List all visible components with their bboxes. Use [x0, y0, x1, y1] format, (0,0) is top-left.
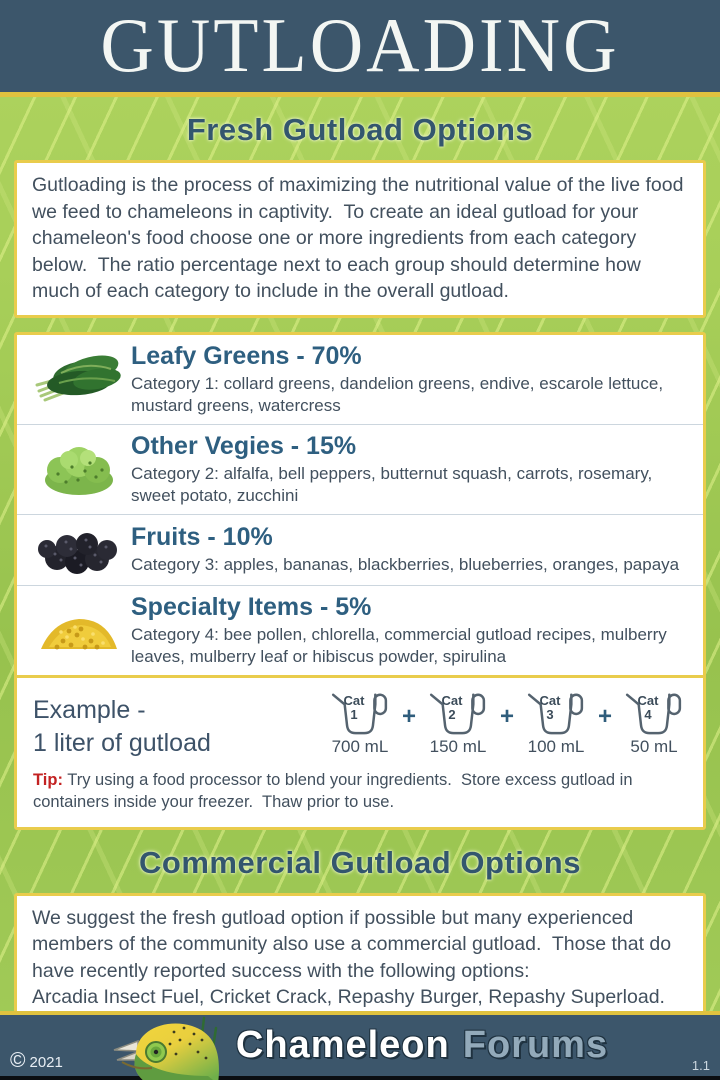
commercial-paragraph: We suggest the fresh gutload option if possible but many experienced members of the community also use a commercial gutload. Those that do have recently reported success with the following options:	[32, 906, 677, 982]
category-title: Leafy Greens - 70%	[131, 341, 362, 370]
title-banner	[0, 0, 720, 92]
leafy-greens-icon	[27, 349, 131, 409]
plus-sign: +	[401, 703, 416, 731]
commercial-section-heading: Commercial Gutload Options	[139, 844, 581, 880]
commercial-brands: Arcadia Insect Fuel, Cricket Crack, Repashy Burger, Repashy Superload.	[32, 986, 665, 1009]
cup-group-2: Cat 2 150 mL	[427, 690, 489, 757]
cup-amount: 150 mL	[429, 737, 487, 757]
blackberries-icon	[27, 522, 131, 578]
commercial-panel	[14, 893, 706, 1024]
page-title: GUTLOADING	[100, 2, 620, 90]
logo-word-chameleon: Chameleon	[235, 1023, 450, 1066]
tip-label: Tip:	[33, 771, 63, 790]
sprouts-icon	[27, 440, 131, 498]
cup-group-3: Cat 3 100 mL	[525, 690, 587, 757]
version-label: 1.1	[691, 1058, 710, 1073]
category-description: Category 4: bee pollen, chlorella, commercial gutload recipes, mulberry leaves, mulberry leaf or hibiscus powder, spirulina	[131, 624, 667, 667]
category-row-other-vegies	[17, 424, 703, 514]
tip-text: Try using a food processor to blend your ingredients. Store excess gutload in containers inside your freezer. Thaw prior to use.	[33, 771, 638, 812]
cup-group-4: Cat 4 50 mL	[623, 690, 685, 757]
category-description: Category 1: collard greens, dandelion greens, endive, escarole lettuce, mustard greens, watercress	[131, 373, 664, 415]
copyright-year: 2021	[29, 1053, 63, 1071]
copyright	[10, 1050, 63, 1071]
intro-panel: Gutloading is the process of maximizing the nutritional value of the live food we feed to chameleons in captivity. To create an ideal gutload for your chameleon's food choose one or more ingredients from each category below. The ratio percentage next to each group should determine how much of each category to include in the overall gutload.	[14, 160, 706, 318]
chameleon-forums-logo	[0, 1007, 720, 1080]
footer-bar	[0, 1011, 720, 1080]
bee-pollen-icon	[27, 605, 131, 657]
copyright-symbol: ©	[10, 1049, 26, 1072]
cup-amount: 50 mL	[630, 737, 678, 757]
category-row-leafy-greens	[17, 335, 703, 424]
cup-amount: 700 mL	[331, 737, 389, 757]
logo-word-forums: Forums	[462, 1023, 609, 1066]
category-row-specialty-items	[17, 585, 703, 675]
gold-divider-top	[0, 92, 720, 97]
cup-group-1: Cat 1 700 mL	[329, 690, 391, 757]
tip-section	[17, 761, 703, 827]
categories-panel	[14, 332, 706, 830]
plus-sign: +	[597, 703, 612, 731]
example-label: Example - 1 liter of gutload	[33, 696, 211, 757]
fresh-section-heading: Fresh Gutload Options	[186, 112, 534, 147]
chameleon-logo-icon	[112, 1010, 230, 1080]
category-row-fruits	[17, 514, 703, 585]
category-title: Fruits - 10%	[131, 523, 273, 552]
category-description: Category 2: alfalfa, bell peppers, butternut squash, carrots, rosemary, sweet potato, zucchini	[131, 463, 653, 505]
cups-row	[238, 690, 685, 757]
plus-sign: +	[499, 703, 514, 731]
cup-amount: 100 mL	[527, 737, 585, 757]
example-section	[17, 675, 703, 761]
category-description: Category 3: apples, bananas, blackberries, blueberries, oranges, papaya	[131, 555, 680, 575]
category-title: Specialty Items - 5%	[131, 592, 372, 621]
category-title: Other Vegies - 15%	[131, 431, 357, 460]
